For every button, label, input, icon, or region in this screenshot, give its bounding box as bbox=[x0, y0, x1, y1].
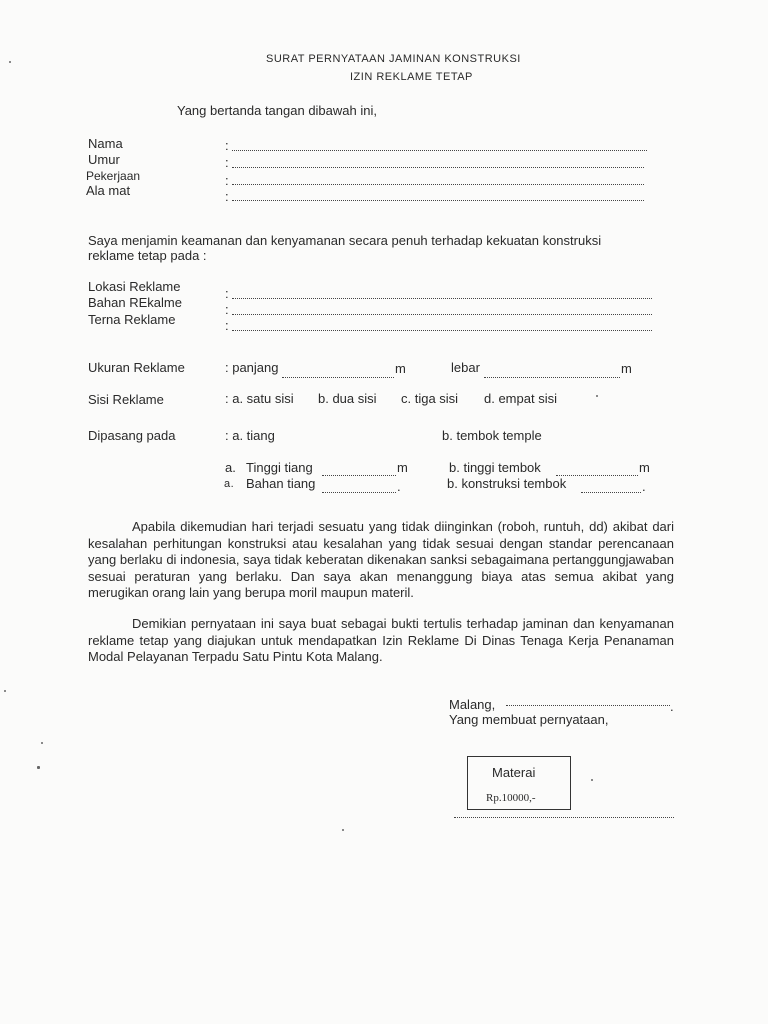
marker-a-tinggi: a. bbox=[225, 460, 236, 475]
scan-speck bbox=[342, 829, 344, 831]
materai-value: Rp.10000,- bbox=[486, 792, 536, 804]
period-konstruksi-tembok: . bbox=[642, 479, 646, 494]
ukuran-lebar: lebar bbox=[451, 360, 480, 375]
unit-tinggi-tembok: m bbox=[639, 460, 650, 475]
signature-period: . bbox=[670, 699, 674, 714]
field-umur[interactable] bbox=[232, 167, 644, 168]
materai-label: Materai bbox=[492, 765, 536, 780]
label-konstruksi-tembok: b. konstruksi tembok bbox=[447, 476, 567, 491]
field-lebar[interactable] bbox=[484, 377, 620, 378]
colon-lokasi: : bbox=[225, 286, 229, 301]
label-bahan: Bahan REkalme bbox=[88, 295, 182, 310]
label-ukuran: Ukuran Reklame bbox=[88, 360, 185, 375]
colon-alamat: : bbox=[225, 189, 229, 204]
field-pekerjaan[interactable] bbox=[232, 184, 644, 185]
colon-terna: : bbox=[225, 318, 229, 333]
scan-speck bbox=[9, 61, 11, 63]
paragraph-2-text: Demikian pernyataan ini saya buat sebagai bukti tertulis terhadap jaminan dan kenyamanan reklame tetap yang diajukan untuk mendapatkan Izin Reklame Di Dinas Tenaga Kerja Penanaman Modal Pelayanan Terpadu Satu Pintu Kota Malang. bbox=[88, 616, 674, 664]
field-alamat[interactable] bbox=[232, 200, 644, 201]
label-pekerjaan: Pekerjaan bbox=[86, 169, 141, 183]
unit-tinggi-tiang: m bbox=[397, 460, 408, 475]
field-panjang[interactable] bbox=[282, 377, 394, 378]
field-nama[interactable] bbox=[232, 150, 647, 151]
label-bahan-tiang: Bahan tiang bbox=[246, 476, 316, 491]
document-title: SURAT PERNYATAAN JAMINAN KONSTRUKSI bbox=[266, 53, 521, 65]
label-nama: Nama bbox=[88, 136, 123, 151]
paragraph-1 bbox=[88, 519, 674, 602]
field-tinggi-tembok[interactable] bbox=[556, 475, 638, 476]
statement-text: Saya menjamin keamanan dan kenyamanan secara penuh terhadap kekuatan konstruksi reklame tetap pada : bbox=[88, 233, 602, 263]
scan-speck bbox=[4, 690, 6, 692]
field-terna[interactable] bbox=[232, 330, 652, 331]
field-bahan-tiang[interactable] bbox=[322, 492, 396, 493]
marker-a-bahan: a. bbox=[224, 478, 235, 490]
field-signature[interactable] bbox=[454, 817, 674, 818]
label-tinggi-tembok: b. tinggi tembok bbox=[449, 460, 541, 475]
label-terna: Terna Reklame bbox=[88, 312, 176, 327]
colon-pekerjaan: : bbox=[225, 173, 229, 188]
field-konstruksi-tembok[interactable] bbox=[581, 492, 641, 493]
period-bahan-tiang: . bbox=[397, 479, 401, 494]
label-dipasang: Dipasang pada bbox=[88, 428, 176, 443]
scan-speck bbox=[41, 742, 43, 744]
sisi-option-a[interactable]: : a. satu sisi bbox=[225, 391, 294, 406]
colon-nama: : bbox=[225, 138, 229, 153]
ukuran-panjang: : panjang bbox=[225, 360, 279, 375]
paragraph-1-text: Apabila dikemudian hari terjadi sesuatu yang tidak diinginkan (roboh, runtuh, dd) akibat dari kesalahan perhitungan konstruksi atau kesalahan yang tidak sesuai dengan standar perencanaan yang berlaku di indonesia, saya tidak keberatan dikenakan sanksi sebagaimana pertanggungjawaban sesuai peraturan yang berlaku. Dan saya akan menanggung biaya atas semua akibat yang merugikan orang lain yang berupa moril maupun materil. bbox=[88, 519, 674, 600]
sisi-option-b[interactable]: b. dua sisi bbox=[318, 391, 377, 406]
sisi-option-c[interactable]: c. tiga sisi bbox=[401, 391, 459, 406]
unit-panjang: m bbox=[395, 361, 406, 376]
colon-bahan: : bbox=[225, 302, 229, 317]
scan-speck bbox=[596, 395, 598, 397]
document-subtitle: IZIN REKLAME TETAP bbox=[350, 71, 473, 83]
signature-maker: Yang membuat pernyataan, bbox=[449, 712, 609, 727]
colon-umur: : bbox=[225, 155, 229, 170]
unit-lebar: m bbox=[621, 361, 632, 376]
paragraph-2 bbox=[88, 616, 674, 666]
label-umur: Umur bbox=[88, 152, 120, 167]
intro-text: Yang bertanda tangan dibawah ini, bbox=[177, 103, 377, 118]
field-bahan[interactable] bbox=[232, 314, 652, 315]
signature-place: Malang, bbox=[449, 697, 496, 712]
label-alamat: Ala mat bbox=[86, 183, 131, 198]
sisi-option-d[interactable]: d. empat sisi bbox=[484, 391, 557, 406]
label-sisi: Sisi Reklame bbox=[88, 392, 164, 407]
dipasang-option-a[interactable]: : a. tiang bbox=[225, 428, 275, 443]
scan-speck bbox=[591, 779, 593, 781]
dipasang-option-b[interactable]: b. tembok temple bbox=[442, 428, 542, 443]
scan-speck bbox=[37, 766, 40, 769]
field-lokasi[interactable] bbox=[232, 298, 652, 299]
label-tinggi-tiang: Tinggi tiang bbox=[246, 460, 313, 475]
field-date[interactable] bbox=[506, 705, 670, 706]
label-lokasi: Lokasi Reklame bbox=[88, 279, 181, 294]
field-tinggi-tiang[interactable] bbox=[322, 475, 396, 476]
materai-stamp-box bbox=[467, 756, 571, 810]
